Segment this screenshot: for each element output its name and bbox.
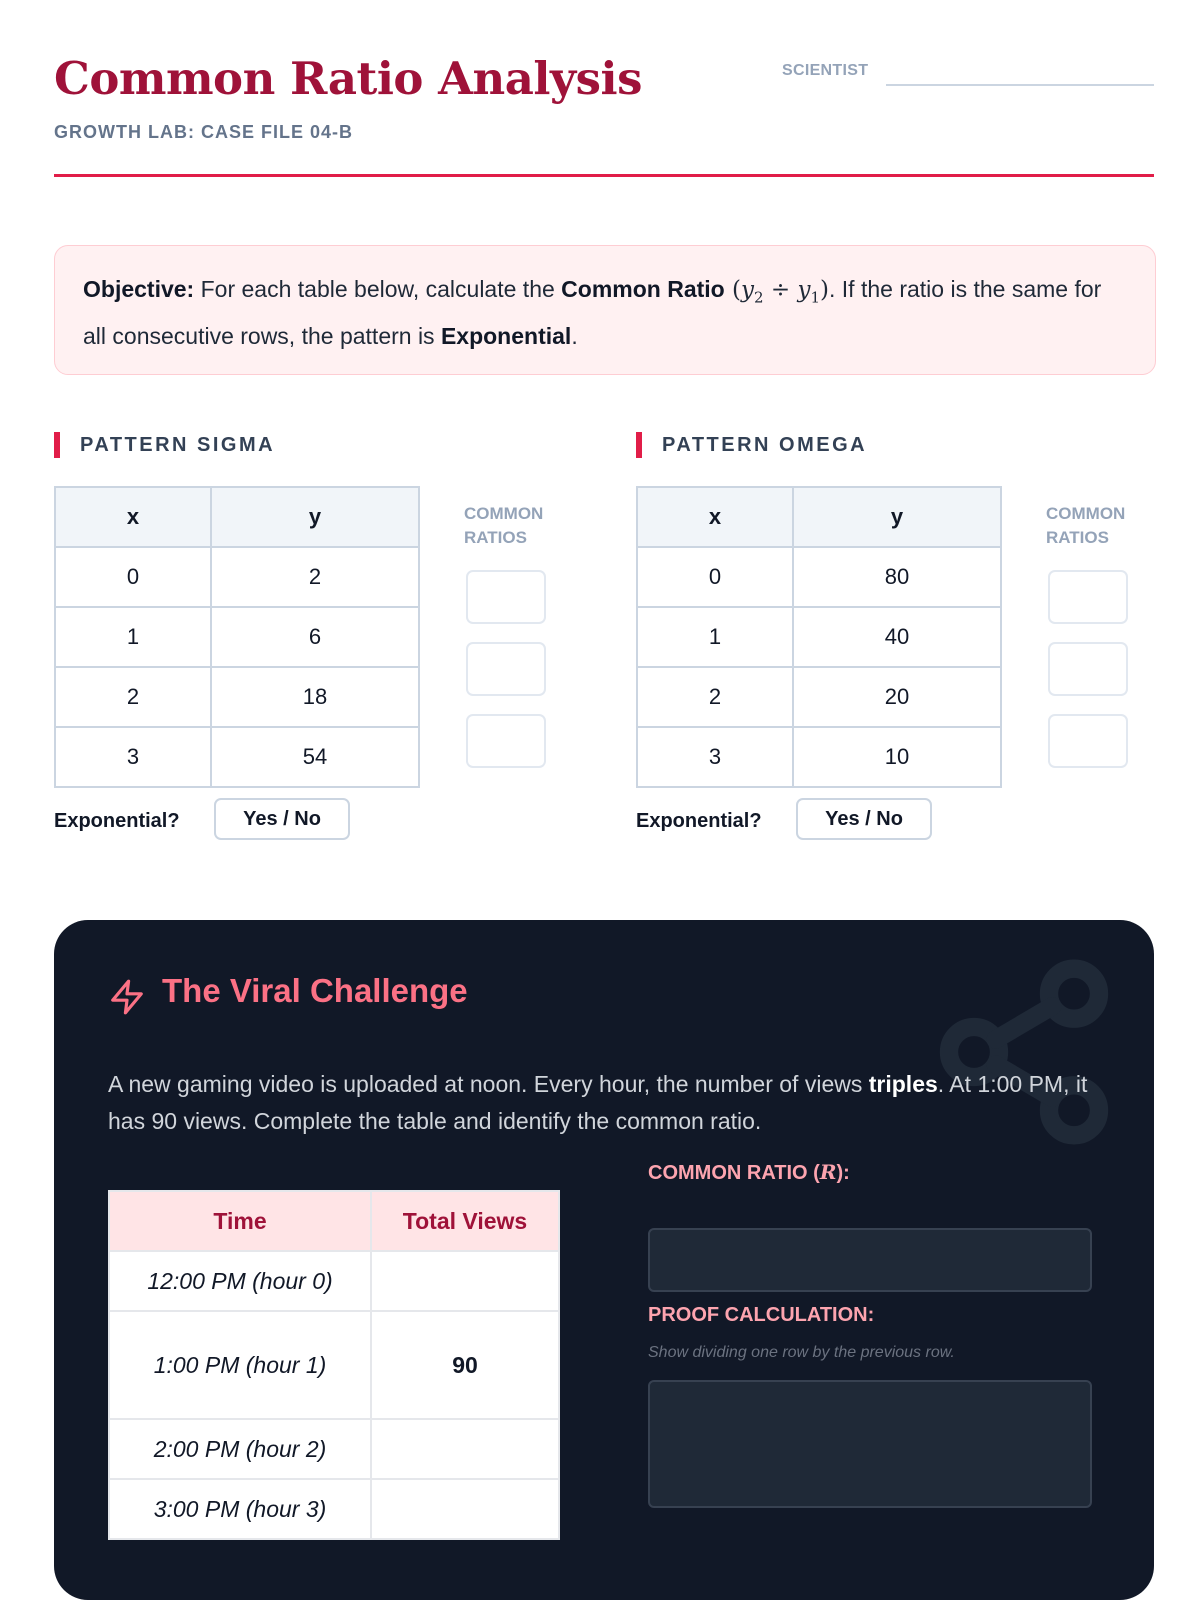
table-row [109, 1251, 559, 1311]
cell-y: 40 [793, 607, 1001, 667]
viral-challenge-card [54, 920, 1154, 1600]
cell-y: 54 [211, 727, 419, 787]
common-ratio-input[interactable] [648, 1228, 1092, 1292]
objective-formula: $(y_2 \div y_1)$ [724, 277, 830, 307]
table-row [109, 1479, 559, 1539]
ratio-answer-box[interactable] [1048, 570, 1128, 624]
cell-x: 2 [55, 667, 211, 727]
views-cell[interactable] [371, 1479, 559, 1539]
cell-x: 1 [637, 607, 793, 667]
objective-box: Objective: For each table below, calculate the Common Ratio $(y_2 \div y_1)$. If the ratio is the same for all consecutive rows, the pattern is Exponential. [54, 245, 1156, 375]
ratio-answer-box[interactable] [466, 642, 546, 696]
header-divider [54, 174, 1154, 177]
time-cell: 3:00 PM (hour 3) [109, 1479, 371, 1539]
yes-no-button[interactable]: Yes / No [796, 798, 932, 840]
table-row [109, 1419, 559, 1479]
column-header-time: Time [109, 1191, 371, 1251]
views-cell[interactable] [371, 1419, 559, 1479]
column-header-x: x [637, 487, 793, 547]
column-header-y: y [211, 487, 419, 547]
pattern-title: PATTERN OMEGA [636, 432, 867, 458]
column-header-y: y [793, 487, 1001, 547]
page-subtitle: GROWTH LAB: CASE FILE 04-B [54, 122, 353, 142]
pattern-title: PATTERN SIGMA [54, 432, 275, 458]
cell-y: 18 [211, 667, 419, 727]
cell-x: 2 [637, 667, 793, 727]
objective-text-1: For each table below, calculate the [194, 276, 562, 302]
pattern-omega-section [636, 432, 1196, 852]
pattern-table [636, 486, 1002, 788]
yes-no-button[interactable]: Yes / No [214, 798, 350, 840]
ratio-answer-box[interactable] [1048, 642, 1128, 696]
time-cell: 1:00 PM (hour 1) [109, 1311, 371, 1419]
views-cell: 90 [371, 1311, 559, 1419]
pattern-sigma-section [54, 432, 614, 852]
cell-x: 0 [55, 547, 211, 607]
proof-hint: Show dividing one row by the previous row. [648, 1344, 955, 1361]
ratio-answer-box[interactable] [466, 570, 546, 624]
challenge-description: A new gaming video is uploaded at noon. Every hour, the number of views triples. At 1:00 PM, it has 90 views. Complete the table and identify the common ratio. [108, 1071, 1088, 1134]
table-row [55, 727, 419, 787]
objective-term: Common Ratio [561, 276, 725, 302]
cell-y: 20 [793, 667, 1001, 727]
table-row [109, 1311, 559, 1419]
column-header-x: x [55, 487, 211, 547]
common-ratios-label: COMMON RATIOS [1046, 504, 1126, 547]
cell-x: 3 [55, 727, 211, 787]
page-title: Common Ratio Analysis [54, 52, 642, 105]
time-cell: 2:00 PM (hour 2) [109, 1419, 371, 1479]
proof-calculation-label: PROOF CALCULATION: [648, 1304, 875, 1326]
scientist-name-field[interactable] [886, 84, 1154, 86]
table-row [637, 547, 1001, 607]
views-cell[interactable] [371, 1251, 559, 1311]
exponential-question: Exponential? [636, 810, 762, 832]
cell-x: 3 [637, 727, 793, 787]
common-ratio-label: COMMON RATIO (R): [648, 1160, 850, 1184]
table-row [55, 607, 419, 667]
scientist-label: SCIENTIST [782, 62, 869, 79]
table-row [637, 727, 1001, 787]
table-row [637, 607, 1001, 667]
table-row [637, 667, 1001, 727]
cell-x: 1 [55, 607, 211, 667]
challenge-title: The Viral Challenge [162, 972, 468, 1009]
objective-text-2: . If the ratio is the same for all consecutive rows, the pattern is [83, 276, 1102, 349]
cell-y: 80 [793, 547, 1001, 607]
time-cell: 12:00 PM (hour 0) [109, 1251, 371, 1311]
objective-answer: Exponential [440, 322, 572, 349]
table-row [55, 667, 419, 727]
pattern-table [54, 486, 420, 788]
exponential-question: Exponential? [54, 810, 180, 832]
views-table [108, 1190, 560, 1540]
cell-y: 2 [211, 547, 419, 607]
objective-lead: Objective: [83, 276, 195, 302]
cell-y: 10 [793, 727, 1001, 787]
column-header-views: Total Views [371, 1191, 559, 1251]
cell-x: 0 [637, 547, 793, 607]
common-ratios-label: COMMON RATIOS [464, 504, 544, 547]
proof-calculation-input[interactable] [648, 1380, 1092, 1508]
table-row [55, 547, 419, 607]
ratio-answer-box[interactable] [1048, 714, 1128, 768]
cell-y: 6 [211, 607, 419, 667]
ratio-answer-box[interactable] [466, 714, 546, 768]
